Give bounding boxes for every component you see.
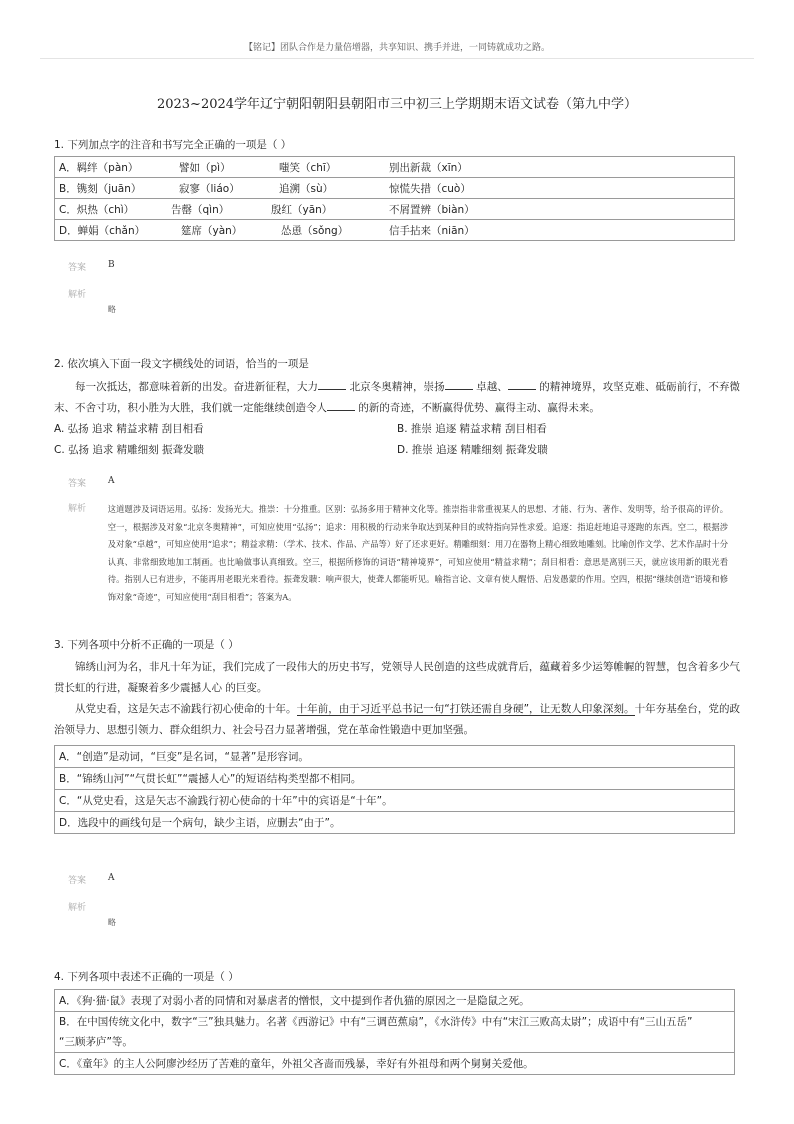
analysis-label: 解析 (68, 903, 87, 913)
option-row[interactable] (55, 746, 735, 768)
underlined-sentence: 十年前，由于习近平总书记一句“打铁还需自身硬”，让无数人印象深刻。 (296, 703, 635, 715)
analysis-text: 这道题涉及词语运用。弘扬：发扬光大。推崇：十分推重。区别：弘扬多用于精神文化等。推崇指非常重视某人的思想、才能、行为、著作、发明等，给予很高的评价。空一，根据涉及对象“北京冬奥精神”，可知应使用“弘扬”；追求：用积极的行动来争取达到某种目的或特指向异性求爱。追逐：指追赶地追寻逐跑的东西。空二，根据涉及对象“卓越”，可知应使用“追求”；精益求精：（学术、技术、作品、产品等）好了还求更好。精雕细刻：用刀在器物上精心细致地雕刻。比喻创作文学、艺术作品时十分认真、非常细致地加工制画。也比喻做事认真细致。空三，根据所修饰的词语“精神境界”，可知应使用“精益求精”；刮目相看：意思是离别三天，就应该用新的眼光看待。指别人已有进步，不能再用老眼光来看待。振聋发聩：响声很大，使聋人都能听见。喻指言论、文章有使人醒悟、启发愚蒙的作用。空四，根据“继续创造”语境和修饰对象“奇迹”，可知应使用“刮目相看”；答案为A。 (107, 504, 728, 602)
question-stem: 1. 下列加点字的注音和书写完全正确的一项是（ ） (54, 139, 292, 151)
option-cell: A．羁绊（pàn） (59, 161, 139, 174)
answer-label: 答案 (68, 263, 87, 273)
option-a: A．《狗·猫·鼠》表现了对弱小者的同情和对暴虐者的憎恨，文中提到作者仇猫的原因之一是隐鼠之死。 (55, 990, 735, 1012)
options-table (54, 156, 735, 241)
blank-1 (318, 379, 346, 390)
option-b: B．“锦绣山河”“气贯长虹”“震撼人心”的短语结构类型都不相同。 (55, 768, 735, 790)
option-cell: C．炽热（chì） (59, 203, 135, 216)
answer-value: B (108, 260, 115, 270)
header-note: 【铭记】团队合作是力量倍增器，共享知识、携手并进，一同铸就成功之路。 (243, 43, 550, 53)
option-cell: 譬如（pì） (179, 161, 231, 174)
option-c: C．“从党史看，这是矢志不渝践行初心使命的十年”中的宾语是“十年”。 (55, 790, 735, 812)
option-a: A．“创造”是动词，“巨变”是名词，“显著”是形容词。 (55, 746, 735, 768)
option-b: B．在中国传统文化中，数字“三”独具魅力。名著《西游记》中有“三调芭蕉扇”，《水浒传》中有“宋江三败高太尉”；成语中有“三山五岳” “三顾茅庐”等。 (55, 1012, 735, 1053)
option-row[interactable] (55, 157, 735, 178)
option-row[interactable] (55, 990, 735, 1012)
blank-4 (327, 400, 355, 411)
question-stem: 4. 下列各项中表述不正确的一项是（ ） (54, 971, 239, 983)
option-cell: 不屑置辨（biàn） (389, 203, 475, 216)
option-cell: 惊慌失措（cuò） (389, 182, 471, 195)
option-c: C．《童年》的主人公阿廖沙经历了苦难的童年，外祖父吝啬而残暴，幸好有外祖母和两个舅舅关爱他。 (55, 1053, 735, 1075)
blank-3 (508, 379, 536, 390)
option-cell: 怂恿（sǒng） (281, 224, 349, 237)
question-2 (54, 355, 740, 461)
option-row[interactable] (55, 790, 735, 812)
option-cell: 追溯（sù） (279, 182, 334, 195)
option-row[interactable] (55, 220, 735, 241)
answer-value: A (108, 476, 115, 486)
answer-block-3 (68, 873, 728, 928)
option-cell: 告罄（qìn） (171, 203, 230, 216)
question-passage: 每一次抵达，都意味着新的出发。奋进新征程，大力 北京冬奥精神，崇扬 卓越、 的精神境界，攻坚克难、砥砺前行，不弃微末、不舍寸功，积小胜为大胜，我们就一定能继续创造令人 的新的奇迹，不断赢得优势、赢得主动、赢得未来。 (54, 381, 741, 414)
option-cell: D．蝉娟（chǎn） (59, 224, 146, 237)
option-cell: B．镌刻（juān） (59, 182, 142, 195)
header-divider (40, 58, 754, 59)
choice-d[interactable]: D. 推崇 追逐 精雕细刻 振聋发聩 (397, 444, 548, 456)
options-table (54, 989, 735, 1075)
answer-value: A (108, 873, 115, 883)
question-stem: 3. 下列各项中分析不正确的一项是（ ） (54, 639, 239, 651)
question-1 (54, 136, 740, 241)
analysis-omitted-text: 略 (108, 305, 116, 314)
question-passage-2: 从党史看，这是矢志不渝践行初心使命的十年。十年前，由于习近平总书记一句“打铁还需自身硬”，让无数人印象深刻。十年夯基垒台，党的政治领导力、思想引领力、群众组织力、社会号召力显著增强，党在革命性锻造中更加坚强。 (54, 703, 741, 736)
option-row[interactable] (55, 812, 735, 834)
question-stem: 2. 依次填入下面一段文字横线处的词语，恰当的一项是 (54, 358, 309, 370)
answer-block-2 (68, 476, 728, 607)
option-cell: 信手拈来（niān） (389, 224, 475, 237)
page-title: 2023~2024学年辽宁朝阳朝阳县朝阳市三中初三上学期期末语文试卷（第九中学） (156, 97, 638, 112)
blank-2 (445, 379, 473, 390)
choice-a[interactable]: A. 弘扬 追求 精益求精 刮目相看 (54, 423, 204, 435)
question-3 (54, 636, 740, 834)
choice-c[interactable]: C. 弘扬 追求 精雕细刻 振聋发聩 (54, 444, 205, 456)
option-cell: 筵席（yàn） (181, 224, 243, 237)
analysis-omitted-text: 略 (108, 918, 116, 927)
option-cell: 别出新裁（xīn） (389, 161, 468, 174)
answer-block-1 (68, 260, 728, 315)
option-row[interactable] (55, 178, 735, 199)
choice-list (54, 419, 740, 461)
choice-b[interactable]: B. 推崇 追逐 精益求精 刮目相看 (397, 423, 547, 435)
option-row[interactable] (55, 1012, 735, 1053)
option-row[interactable] (55, 199, 735, 220)
options-table (54, 745, 735, 834)
question-passage-1: 锦绣山河为名，非凡十年为证，我们完成了一段伟大的历史书写，党领导人民创造的这些成就背后，蕴藏着多少运筹帷幄的智慧，包含着多少气贯长虹的行进，凝聚着多少震撼人心 的巨变。 (54, 661, 740, 694)
analysis-label: 解析 (68, 290, 87, 300)
option-cell: 嗤笑（chī） (279, 161, 337, 174)
option-cell: 殷红（yān） (271, 203, 333, 216)
answer-label: 答案 (68, 479, 87, 489)
option-row[interactable] (55, 768, 735, 790)
answer-label: 答案 (68, 876, 87, 886)
option-cell: 寂寥（liáo） (179, 182, 240, 195)
question-4 (54, 968, 740, 1075)
option-row[interactable] (55, 1053, 735, 1075)
analysis-label: 解析 (68, 504, 87, 514)
option-d: D．选段中的画线句是一个病句，缺少主语，应删去“由于”。 (55, 812, 735, 834)
